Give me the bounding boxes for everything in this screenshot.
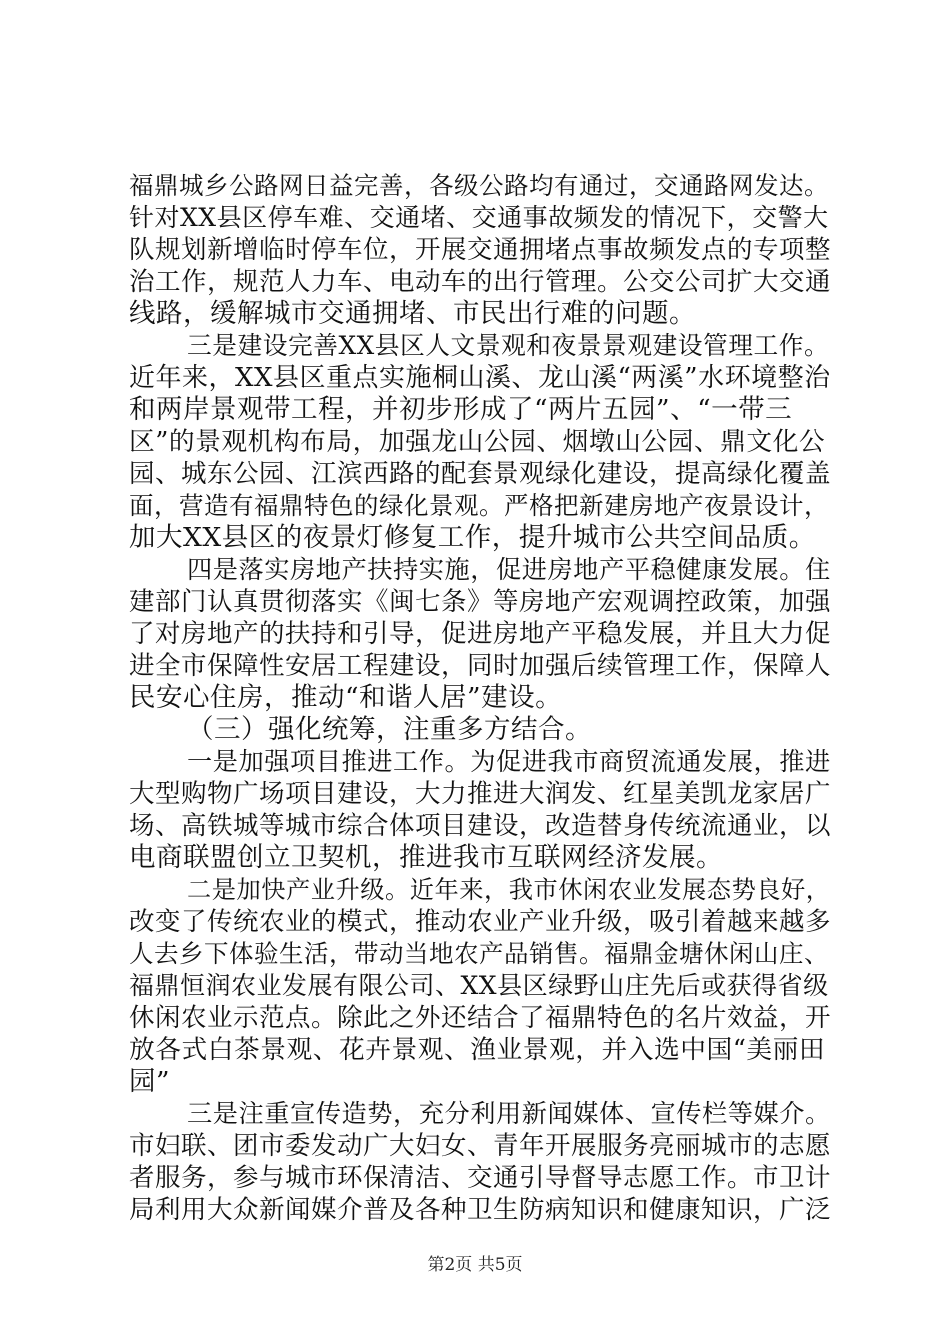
text-line: 进全市保障性安居工程建设，同时加强后续管理工作，保障人 (129, 651, 832, 681)
text-line: 放各式白茶景观、花卉景观、渔业景观，并入选中国“美丽田 (129, 1035, 826, 1065)
text-line: 近年来，XX县区重点实施桐山溪、龙山溪“两溪”水环境整治 (129, 363, 831, 393)
text-line: 线路，缓解城市交通拥堵、市民出行难的问题。 (129, 298, 696, 329)
text-line: 和两岸景观带工程，并初步形成了“两片五园”、“一带三 (129, 394, 793, 425)
text-line: 四是落实房地产扶持实施，促进房地产平稳健康发展。住 (187, 555, 831, 584)
text-line: 人去乡下体验生活，带动当地农产品销售。福鼎金塘休闲山庄、 (129, 939, 829, 968)
text-line: 建部门认真贯彻落实《闽七条》等房地产宏观调控政策，加强 (129, 587, 832, 617)
text-line: 改变了传统农业的模式，推动农业产业升级，吸引着越来越多 (129, 907, 832, 937)
text-line: 市妇联、团市委发动广大妇女、青年开展服务亮丽城市的志愿 (129, 1131, 832, 1161)
text-line: 加大XX县区的夜景灯修复工作，提升城市公共空间品质。 (129, 522, 816, 553)
text-line: 区”的景观机构布局，加强龙山公园、烟墩山公园、鼎文化公 (129, 427, 826, 457)
text-line: 三是注重宣传造势，充分利用新闻媒体、宣传栏等媒介。 (187, 1099, 831, 1128)
text-line: 针对XX县区停车难、交通堵、交通事故频发的情况下，交警大 (129, 203, 829, 232)
text-line: 园、城东公园、江滨西路的配套景观绿化建设，提高绿化覆盖 (129, 459, 832, 489)
text-line: 园” (129, 1066, 171, 1097)
text-line: 者服务，参与城市环保清洁、交通引导督导志愿工作。市卫计 (129, 1163, 832, 1193)
text-line: 局利用大众新闻媒介普及各种卫生防病知识和健康知识，广泛 (129, 1195, 832, 1225)
text-line: 休闲农业示范点。除此之外还结合了福鼎特色的名片效益，开 (129, 1003, 832, 1033)
page-footer: 第2页 共5页 (427, 1255, 523, 1275)
text-line: 一是加强项目推进工作。为促进我市商贸流通发展，推进 (187, 747, 831, 776)
text-line: 治工作，规范人力车、电动车的出行管理。公交公司扩大交通 (129, 267, 832, 297)
text-line: 大型购物广场项目建设，大力推进大润发、红星美凯龙家居广 (129, 779, 832, 809)
text-line: （三）强化统筹，注重多方结合。 (187, 714, 592, 745)
text-line: 福鼎城乡公路网日益完善，各级公路均有通过，交通路网发达。 (129, 171, 829, 200)
text-line: 福鼎恒润农业发展有限公司、XX县区绿野山庄先后或获得省级 (129, 971, 829, 1000)
text-line: 电商联盟创立卫契机，推进我市互联网经济发展。 (129, 842, 723, 873)
text-line: 队规划新增临时停车位，开展交通拥堵点事故频发点的专项整 (129, 235, 832, 265)
text-line: 三是建设完善XX县区人文景观和夜景景观建设管理工作。 (187, 331, 830, 360)
text-line: 场、高铁城等城市综合体项目建设，改造替身传统流通业，以 (129, 811, 832, 841)
text-line: 了对房地产的扶持和引导，促进房地产平稳发展，并且大力促 (129, 619, 832, 649)
document-body (129, 170, 832, 1226)
text-line: 面，营造有福鼎特色的绿化景观。严格把新建房地产夜景设计， (129, 491, 829, 520)
text-line: 民安心住房，推动“和谐人居”建设。 (129, 682, 563, 713)
text-line: 二是加快产业升级。近年来，我市休闲农业发展态势良好， (187, 875, 831, 904)
